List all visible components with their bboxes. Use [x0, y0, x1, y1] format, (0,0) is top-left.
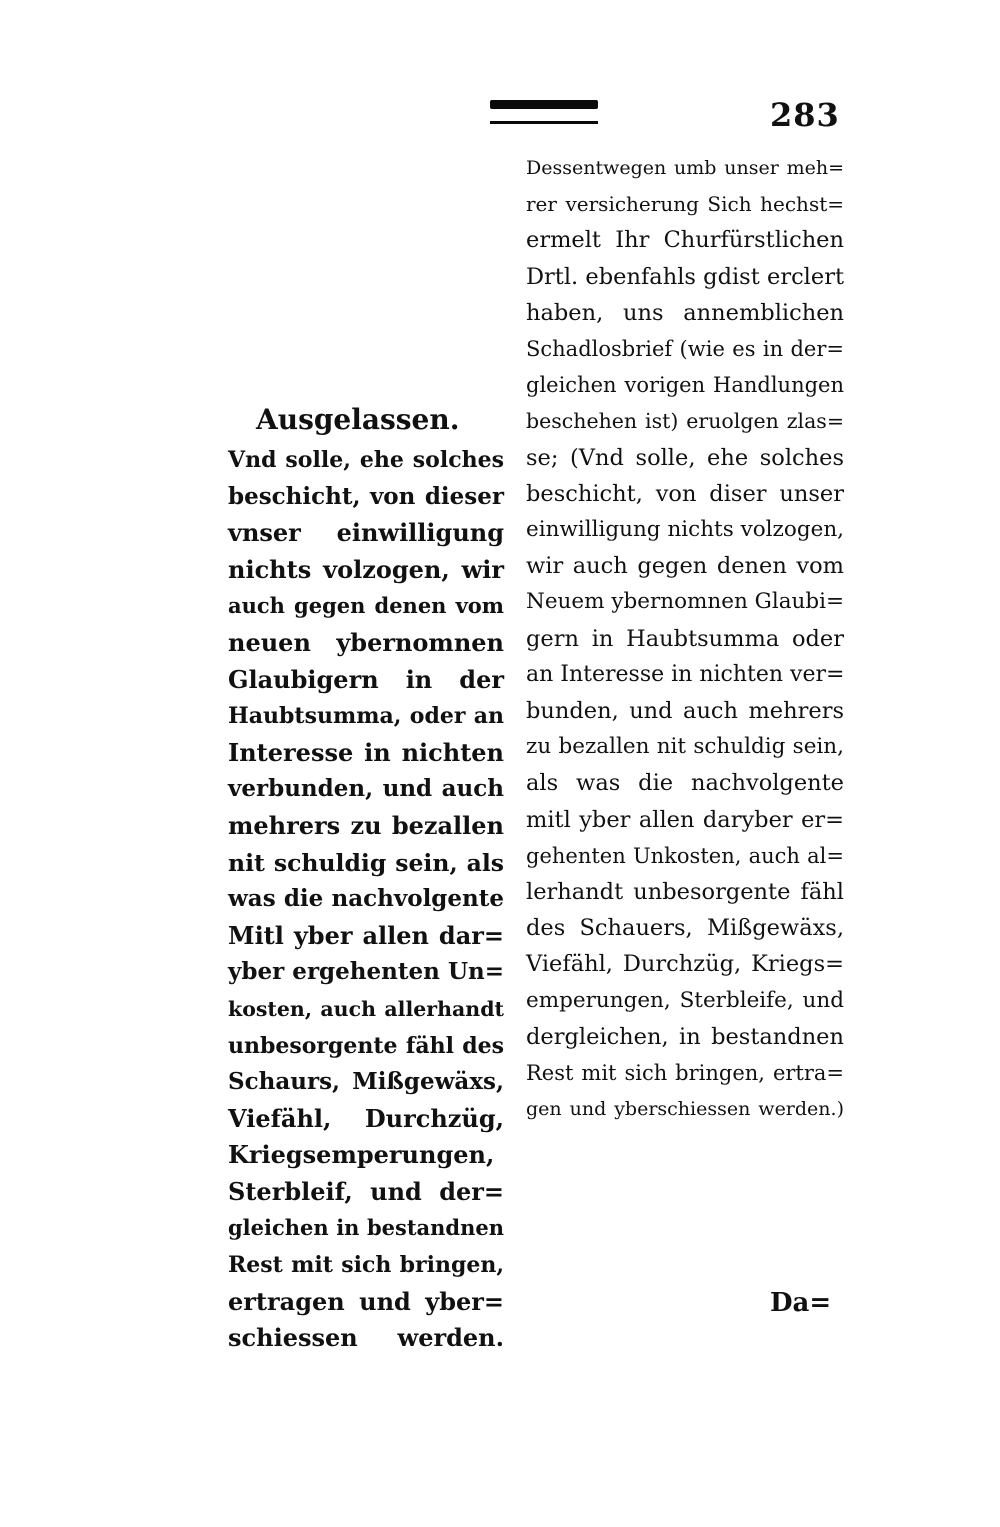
header-rule-thin [490, 121, 598, 124]
text-line: haben, uns annemblichen [526, 299, 844, 326]
catchword: Da= [770, 1288, 832, 1318]
text-line: an Interesse in nichten ver= [526, 661, 845, 687]
text-line: auch gegen denen vom [228, 593, 504, 619]
text-line: nichts volzogen, wir [228, 554, 504, 584]
text-line: Rest mit sich bringen, [228, 1252, 504, 1279]
omitted-passage-heading: Ausgelassen. [256, 403, 460, 436]
text-line: Schaurs, Mißgewäxs, [228, 1068, 504, 1096]
text-line: Rest mit sich bringen, ertra= [526, 1061, 844, 1086]
omitted-passage-text [228, 442, 504, 1357]
text-line: bunden, und auch mehrers [526, 698, 844, 725]
text-line: als was die nachvolgente [526, 770, 844, 797]
text-line: des Schauers, Mißgewäxs, [526, 915, 844, 942]
text-line: lerhandt unbesorgente fähl [526, 879, 844, 906]
text-line: Glaubigern in der [228, 664, 504, 694]
text-line: schiessen werden. [228, 1323, 504, 1353]
text-line: ermelt Ihr Churfürstlichen [526, 227, 844, 254]
text-line: mehrers zu bezallen [228, 810, 504, 840]
text-line: Schadlosbrief (wie es in der= [526, 337, 844, 362]
text-line: dergleichen, in bestandnen [526, 1023, 844, 1050]
text-line: gleichen vorigen Handlungen [526, 373, 844, 398]
text-line: Interesse in nichten [228, 737, 504, 767]
text-line: gern in Haubtsumma oder [526, 625, 844, 652]
text-line: Kriegsemperungen, [228, 1140, 495, 1170]
text-line: Haubtsumma, oder an [228, 703, 504, 730]
text-line: emperungen, Sterbleife, und [526, 987, 844, 1013]
text-line: vnser einwilligung [228, 518, 504, 548]
text-line: gen und yberschiessen werden.) [526, 1098, 844, 1121]
text-line: Neuem ybernomnen Glaubi= [526, 589, 845, 615]
text-line: neuen ybernomnen [228, 627, 504, 657]
text-line: beschehen ist) eruolgen zlas= [526, 409, 844, 434]
text-line: mitl yber allen daryber er= [526, 806, 844, 833]
text-line: yber ergehenten Un= [228, 958, 504, 986]
text-line: unbesorgente fähl des [228, 1032, 504, 1059]
text-line: beschicht, von diser unser [526, 480, 844, 507]
header-rule-thick [490, 100, 598, 109]
text-line: Viefähl, Durchzüg, Kriegs= [526, 951, 844, 978]
text-line: einwilligung nichts volzogen, [526, 517, 844, 543]
text-line: se; (Vnd solle, ehe solches [526, 444, 844, 471]
text-line: rer versicherung Sich hechst= [526, 192, 844, 217]
text-line: Viefähl, Durchzüg, [228, 1103, 504, 1133]
text-line: Dessentwegen umb unser meh= [526, 157, 844, 179]
text-line: Mitl yber allen dar= [228, 920, 504, 950]
text-line: zu bezallen nit schuldig sein, [526, 734, 844, 760]
text-line: gehenten Unkosten, auch al= [526, 843, 844, 868]
text-line: Sterbleif, und der= [228, 1176, 504, 1206]
text-line: wir auch gegen denen vom [526, 553, 844, 580]
text-line: Vnd solle, ehe solches [228, 447, 504, 473]
text-line: beschicht, von dieser [228, 482, 504, 510]
main-text-column [526, 150, 844, 1127]
text-line: Drtl. ebenfahls gdist erclert [526, 263, 844, 290]
text-line: gleichen in bestandnen [228, 1215, 504, 1241]
text-line: verbunden, und auch [228, 775, 504, 803]
text-line: ertragen und yber= [228, 1286, 504, 1316]
page-number: 283 [770, 96, 840, 134]
text-line: kosten, auch allerhandt [228, 996, 504, 1021]
text-line: was die nachvolgente [228, 885, 504, 913]
text-line: nit schuldig sein, als [228, 848, 504, 877]
